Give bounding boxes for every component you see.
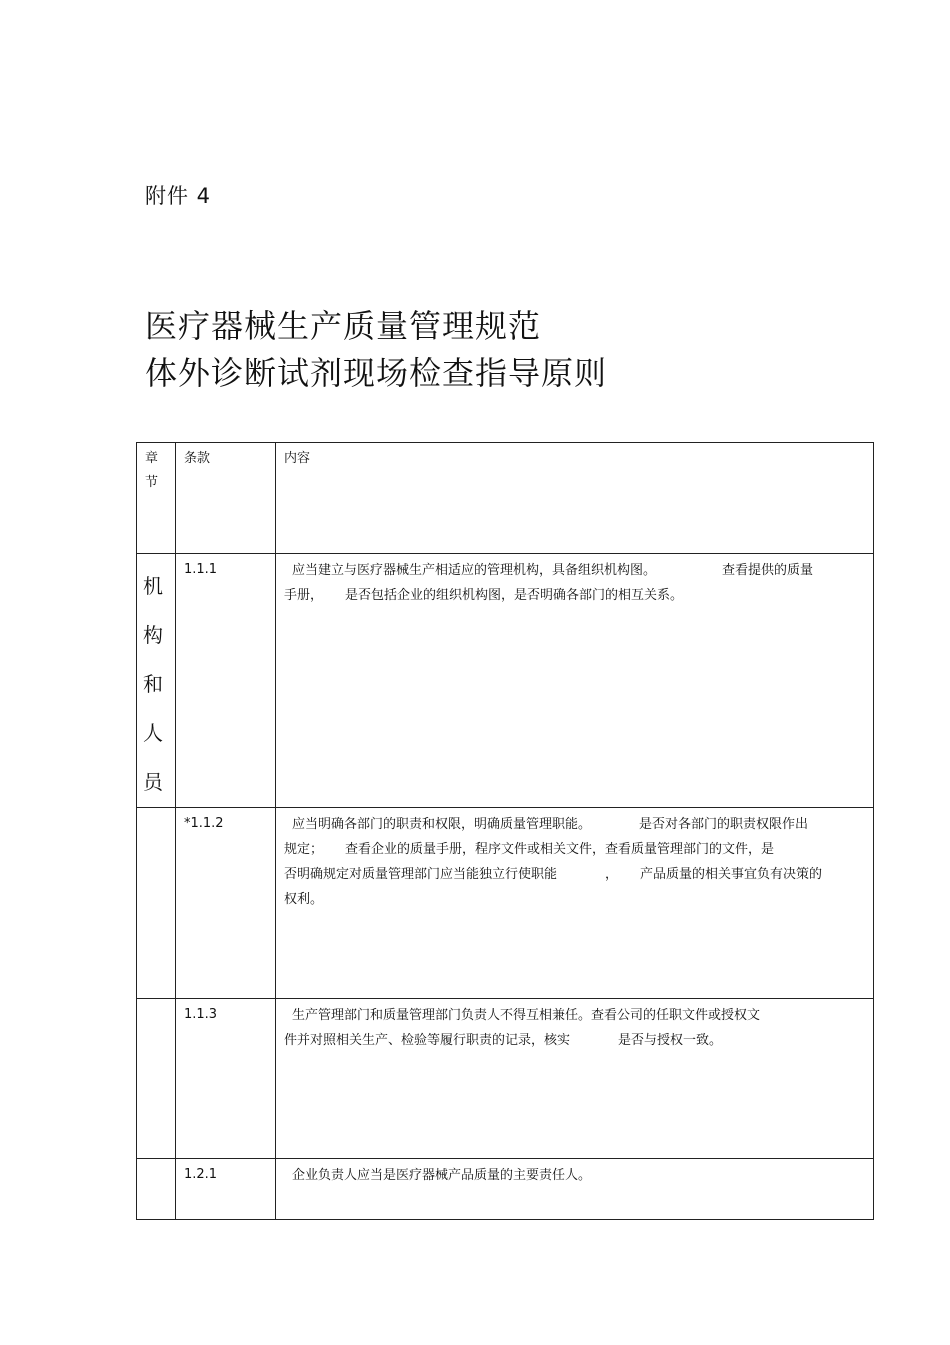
clause-content (276, 999, 873, 1053)
content-cell (276, 999, 874, 1159)
clause-cell (176, 1159, 276, 1220)
content-line: 否明确规定对质量管理部门应当能独立行使职能 ， 产品质量的相关事宜负有决策的 (284, 867, 823, 882)
clause-content (276, 1159, 873, 1188)
table-row (137, 1159, 874, 1220)
content-line: 应当明确各部门的职责和权限，明确质量管理职能。 是否对各部门的职责权限作出 (292, 817, 809, 832)
clause-content (276, 554, 873, 608)
clause-cell (176, 808, 276, 999)
clause-number: 1.2.1 (184, 1167, 218, 1182)
clause-number: 1.1.1 (184, 562, 218, 577)
table-header-row (137, 443, 874, 554)
header-clause (176, 443, 276, 554)
header-clause-label: 条款 (184, 451, 211, 466)
chapter-cell (137, 554, 176, 808)
inspection-table (136, 442, 874, 1220)
table-row (137, 554, 874, 808)
document-title-line-1: 医疗器械生产质量管理规范 (145, 307, 542, 345)
clause-cell (176, 554, 276, 808)
content-line: 权利。 (284, 892, 324, 907)
chapter-cell (137, 999, 176, 1159)
content-line: 件并对照相关生产、检验等履行职责的记录，核实 是否与授权一致。 (284, 1033, 723, 1048)
header-content-label: 内容 (284, 451, 311, 466)
clause-number: 1.1.3 (184, 1007, 218, 1022)
content-line: 应当建立与医疗器械生产相适应的管理机构，具备组织机构图。 查看提供的质量 (292, 563, 814, 578)
annex-label: 附件 4 (145, 184, 212, 208)
content-line: 规定； 查看企业的质量手册，程序文件或相关文件，查看质量管理部门的文件，是 (284, 842, 775, 857)
header-content (276, 443, 874, 554)
clause-cell (176, 999, 276, 1159)
content-line: 企业负责人应当是医疗器械产品质量的主要责任人。 (292, 1168, 592, 1183)
document-title-line-2: 体外诊断试剂现场检查指导原则 (145, 354, 608, 392)
content-cell (276, 1159, 874, 1220)
content-cell (276, 808, 874, 999)
chapter-name: 机构和人员 (143, 574, 163, 794)
chapter-cell (137, 1159, 176, 1220)
header-chapter-label: 章节 (145, 451, 159, 490)
clause-content (276, 808, 873, 912)
content-line: 手册， 是否包括企业的组织机构图，是否明确各部门的相互关系。 (284, 588, 684, 603)
chapter-cell (137, 808, 176, 999)
table-row (137, 999, 874, 1159)
header-chapter (137, 443, 176, 554)
clause-number: *1.1.2 (184, 816, 224, 831)
content-cell (276, 554, 874, 808)
content-line: 生产管理部门和质量管理部门负责人不得互相兼任。查看公司的任职文件或授权文 (292, 1008, 761, 1023)
table-row (137, 808, 874, 999)
